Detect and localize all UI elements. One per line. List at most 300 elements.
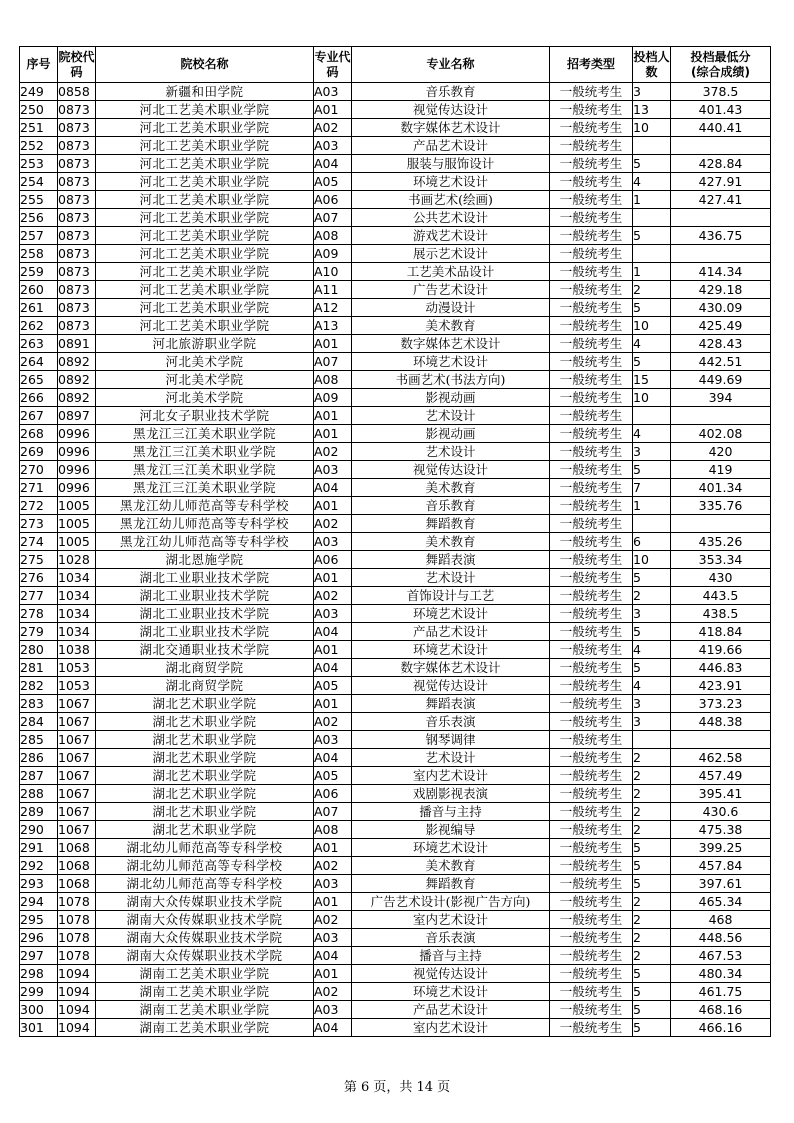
cell-score: 397.61 <box>671 875 771 893</box>
cell-major-code: A03 <box>314 137 352 155</box>
cell-school-name: 河北美术学院 <box>96 371 314 389</box>
cell-major-code: A07 <box>314 209 352 227</box>
cell-count: 2 <box>633 281 671 299</box>
cell-major-code: A01 <box>314 335 352 353</box>
cell-school-code: 1078 <box>58 929 96 947</box>
table-row <box>20 749 771 767</box>
cell-count: 4 <box>633 677 671 695</box>
cell-school-name: 湖北幼儿师范高等专科学校 <box>96 839 314 857</box>
cell-exam-type: 一般统考生 <box>550 479 633 497</box>
cell-major-name: 工艺美术品设计 <box>352 263 550 281</box>
cell-score <box>671 137 771 155</box>
cell-major-code: A08 <box>314 371 352 389</box>
table-body <box>20 83 771 1037</box>
cell-school-code: 1028 <box>58 551 96 569</box>
cell-exam-type: 一般统考生 <box>550 569 633 587</box>
cell-count: 1 <box>633 263 671 281</box>
header-major-code: 专业代码 <box>314 47 352 83</box>
cell-exam-type: 一般统考生 <box>550 587 633 605</box>
cell-score: 378.5 <box>671 83 771 101</box>
table-row <box>20 605 771 623</box>
cell-school-name: 河北工艺美术职业学院 <box>96 299 314 317</box>
cell-count: 1 <box>633 497 671 515</box>
cell-school-code: 1094 <box>58 965 96 983</box>
header-score <box>671 47 771 83</box>
cell-score: 446.83 <box>671 659 771 677</box>
cell-major-name: 环境艺术设计 <box>352 983 550 1001</box>
table-row <box>20 965 771 983</box>
cell-major-name: 影视动画 <box>352 389 550 407</box>
header-major-name: 专业名称 <box>352 47 550 83</box>
cell-exam-type: 一般统考生 <box>550 857 633 875</box>
cell-school-code: 1068 <box>58 839 96 857</box>
cell-major-code: A05 <box>314 767 352 785</box>
cell-major-code: A09 <box>314 245 352 263</box>
cell-exam-type: 一般统考生 <box>550 263 633 281</box>
cell-seq: 293 <box>20 875 58 893</box>
header-count: 投档人数 <box>633 47 671 83</box>
cell-major-name: 音乐表演 <box>352 929 550 947</box>
cell-count: 10 <box>633 317 671 335</box>
cell-count: 10 <box>633 119 671 137</box>
cell-seq: 272 <box>20 497 58 515</box>
cell-major-code: A11 <box>314 281 352 299</box>
cell-exam-type: 一般统考生 <box>550 371 633 389</box>
cell-seq: 251 <box>20 119 58 137</box>
cell-school-code: 0873 <box>58 263 96 281</box>
cell-major-code: A06 <box>314 785 352 803</box>
cell-school-code: 0873 <box>58 317 96 335</box>
cell-exam-type: 一般统考生 <box>550 965 633 983</box>
cell-score: 435.26 <box>671 533 771 551</box>
cell-exam-type: 一般统考生 <box>550 929 633 947</box>
cell-school-name: 湖南工艺美术职业学院 <box>96 1019 314 1037</box>
table-header <box>20 47 771 83</box>
cell-seq: 284 <box>20 713 58 731</box>
header-school-name: 院校名称 <box>96 47 314 83</box>
cell-school-code: 1068 <box>58 875 96 893</box>
cell-score: 449.69 <box>671 371 771 389</box>
cell-school-name: 湖北幼儿师范高等专科学校 <box>96 857 314 875</box>
cell-school-name: 黑龙江幼儿师范高等专科学校 <box>96 515 314 533</box>
cell-count: 5 <box>633 155 671 173</box>
cell-score: 466.16 <box>671 1019 771 1037</box>
cell-school-code: 0873 <box>58 209 96 227</box>
cell-count: 2 <box>633 749 671 767</box>
cell-school-code: 1005 <box>58 515 96 533</box>
cell-major-name: 舞蹈教育 <box>352 515 550 533</box>
cell-major-code: A01 <box>314 839 352 857</box>
cell-seq: 258 <box>20 245 58 263</box>
cell-exam-type: 一般统考生 <box>550 605 633 623</box>
cell-major-name: 数字媒体艺术设计 <box>352 119 550 137</box>
cell-major-name: 公共艺术设计 <box>352 209 550 227</box>
table-row <box>20 677 771 695</box>
cell-count: 2 <box>633 911 671 929</box>
cell-school-name: 河北工艺美术职业学院 <box>96 155 314 173</box>
table-row <box>20 209 771 227</box>
cell-major-name: 舞蹈表演 <box>352 551 550 569</box>
cell-major-name: 首饰设计与工艺 <box>352 587 550 605</box>
header-school-code: 院校代码 <box>58 47 96 83</box>
cell-score: 428.84 <box>671 155 771 173</box>
cell-exam-type: 一般统考生 <box>550 875 633 893</box>
cell-seq: 300 <box>20 1001 58 1019</box>
cell-count: 5 <box>633 569 671 587</box>
cell-count: 2 <box>633 785 671 803</box>
table-row <box>20 317 771 335</box>
cell-count <box>633 407 671 425</box>
cell-exam-type: 一般统考生 <box>550 803 633 821</box>
cell-school-code: 0873 <box>58 119 96 137</box>
cell-exam-type: 一般统考生 <box>550 155 633 173</box>
cell-count: 5 <box>633 983 671 1001</box>
cell-score: 419.66 <box>671 641 771 659</box>
cell-school-code: 1034 <box>58 623 96 641</box>
cell-exam-type: 一般统考生 <box>550 137 633 155</box>
table-row <box>20 245 771 263</box>
cell-school-code: 1067 <box>58 803 96 821</box>
cell-seq: 276 <box>20 569 58 587</box>
cell-major-name: 视觉传达设计 <box>352 965 550 983</box>
cell-exam-type: 一般统考生 <box>550 947 633 965</box>
cell-major-code: A03 <box>314 1001 352 1019</box>
cell-major-code: A02 <box>314 911 352 929</box>
cell-seq: 270 <box>20 461 58 479</box>
cell-score: 429.18 <box>671 281 771 299</box>
cell-school-code: 0892 <box>58 353 96 371</box>
cell-school-code: 0897 <box>58 407 96 425</box>
cell-exam-type: 一般统考生 <box>550 191 633 209</box>
cell-school-code: 0996 <box>58 443 96 461</box>
cell-seq: 262 <box>20 317 58 335</box>
cell-exam-type: 一般统考生 <box>550 209 633 227</box>
cell-school-code: 0891 <box>58 335 96 353</box>
cell-school-name: 湖南大众传媒职业技术学院 <box>96 929 314 947</box>
cell-count: 2 <box>633 893 671 911</box>
cell-school-name: 湖北艺术职业学院 <box>96 767 314 785</box>
table-row <box>20 299 771 317</box>
table-row <box>20 695 771 713</box>
cell-school-name: 黑龙江三江美术职业学院 <box>96 461 314 479</box>
cell-school-name: 湖北工业职业技术学院 <box>96 605 314 623</box>
cell-exam-type: 一般统考生 <box>550 551 633 569</box>
cell-major-name: 艺术设计 <box>352 569 550 587</box>
cell-major-code: A04 <box>314 479 352 497</box>
cell-score: 394 <box>671 389 771 407</box>
cell-school-name: 湖北恩施学院 <box>96 551 314 569</box>
cell-score: 436.75 <box>671 227 771 245</box>
cell-school-name: 河北女子职业技术学院 <box>96 407 314 425</box>
cell-seq: 301 <box>20 1019 58 1037</box>
cell-school-name: 河北工艺美术职业学院 <box>96 191 314 209</box>
cell-major-name: 游戏艺术设计 <box>352 227 550 245</box>
cell-score: 401.43 <box>671 101 771 119</box>
table-row <box>20 407 771 425</box>
table-row <box>20 875 771 893</box>
cell-seq: 266 <box>20 389 58 407</box>
cell-seq: 264 <box>20 353 58 371</box>
cell-score: 335.76 <box>671 497 771 515</box>
cell-major-code: A04 <box>314 749 352 767</box>
cell-school-name: 湖北商贸学院 <box>96 677 314 695</box>
cell-school-name: 河北工艺美术职业学院 <box>96 101 314 119</box>
cell-major-name: 舞蹈表演 <box>352 695 550 713</box>
cell-score <box>671 407 771 425</box>
cell-major-name: 音乐教育 <box>352 83 550 101</box>
cell-school-name: 新疆和田学院 <box>96 83 314 101</box>
cell-count: 3 <box>633 605 671 623</box>
cell-score: 468 <box>671 911 771 929</box>
cell-exam-type: 一般统考生 <box>550 461 633 479</box>
cell-exam-type: 一般统考生 <box>550 101 633 119</box>
cell-seq: 260 <box>20 281 58 299</box>
cell-school-code: 1094 <box>58 1019 96 1037</box>
cell-seq: 267 <box>20 407 58 425</box>
cell-count: 1 <box>633 191 671 209</box>
cell-school-name: 湖南工艺美术职业学院 <box>96 983 314 1001</box>
cell-seq: 282 <box>20 677 58 695</box>
cell-exam-type: 一般统考生 <box>550 227 633 245</box>
cell-school-name: 湖北艺术职业学院 <box>96 785 314 803</box>
cell-score: 395.41 <box>671 785 771 803</box>
table-row <box>20 803 771 821</box>
cell-major-name: 动漫设计 <box>352 299 550 317</box>
cell-school-name: 湖北交通职业技术学院 <box>96 641 314 659</box>
cell-school-name: 湖北艺术职业学院 <box>96 695 314 713</box>
table-row <box>20 335 771 353</box>
cell-count: 5 <box>633 839 671 857</box>
cell-major-name: 视觉传达设计 <box>352 461 550 479</box>
cell-major-code: A10 <box>314 263 352 281</box>
cell-major-code: A06 <box>314 191 352 209</box>
cell-seq: 291 <box>20 839 58 857</box>
cell-score: 418.84 <box>671 623 771 641</box>
cell-exam-type: 一般统考生 <box>550 677 633 695</box>
cell-major-name: 数字媒体艺术设计 <box>352 335 550 353</box>
cell-score: 425.49 <box>671 317 771 335</box>
cell-school-code: 1053 <box>58 677 96 695</box>
cell-school-code: 0873 <box>58 173 96 191</box>
table-row <box>20 713 771 731</box>
cell-score: 428.43 <box>671 335 771 353</box>
cell-major-code: A01 <box>314 695 352 713</box>
cell-school-name: 河北工艺美术职业学院 <box>96 137 314 155</box>
cell-major-name: 美术教育 <box>352 857 550 875</box>
admission-score-table <box>19 46 771 1037</box>
table-row <box>20 551 771 569</box>
cell-score: 373.23 <box>671 695 771 713</box>
cell-score: 402.08 <box>671 425 771 443</box>
cell-seq: 253 <box>20 155 58 173</box>
table-row <box>20 821 771 839</box>
cell-seq: 261 <box>20 299 58 317</box>
cell-seq: 297 <box>20 947 58 965</box>
cell-school-code: 0892 <box>58 371 96 389</box>
cell-score: 399.25 <box>671 839 771 857</box>
cell-major-code: A09 <box>314 389 352 407</box>
cell-seq: 283 <box>20 695 58 713</box>
cell-score: 438.5 <box>671 605 771 623</box>
cell-school-name: 湖南大众传媒职业技术学院 <box>96 893 314 911</box>
cell-seq: 268 <box>20 425 58 443</box>
cell-seq: 285 <box>20 731 58 749</box>
cell-major-code: A04 <box>314 623 352 641</box>
cell-school-name: 河北工艺美术职业学院 <box>96 173 314 191</box>
cell-major-name: 音乐教育 <box>352 497 550 515</box>
cell-major-name: 艺术设计 <box>352 443 550 461</box>
cell-school-code: 1067 <box>58 749 96 767</box>
cell-major-code: A01 <box>314 425 352 443</box>
cell-school-name: 河北工艺美术职业学院 <box>96 245 314 263</box>
cell-seq: 274 <box>20 533 58 551</box>
table-row <box>20 497 771 515</box>
cell-school-code: 0873 <box>58 101 96 119</box>
cell-major-code: A04 <box>314 155 352 173</box>
cell-exam-type: 一般统考生 <box>550 623 633 641</box>
table-row <box>20 191 771 209</box>
table-row <box>20 857 771 875</box>
cell-count: 5 <box>633 875 671 893</box>
table-row <box>20 533 771 551</box>
cell-exam-type: 一般统考生 <box>550 785 633 803</box>
cell-seq: 286 <box>20 749 58 767</box>
cell-major-code: A01 <box>314 101 352 119</box>
cell-school-code: 1038 <box>58 641 96 659</box>
cell-seq: 290 <box>20 821 58 839</box>
header-score-line2: (综合成绩) <box>691 64 750 79</box>
cell-exam-type: 一般统考生 <box>550 839 633 857</box>
cell-major-code: A07 <box>314 803 352 821</box>
cell-major-name: 环境艺术设计 <box>352 173 550 191</box>
cell-school-code: 0996 <box>58 461 96 479</box>
cell-major-name: 戏剧影视表演 <box>352 785 550 803</box>
table-row <box>20 443 771 461</box>
cell-score: 419 <box>671 461 771 479</box>
table-row <box>20 767 771 785</box>
table-row <box>20 227 771 245</box>
table-row <box>20 461 771 479</box>
cell-count: 6 <box>633 533 671 551</box>
cell-major-code: A02 <box>314 587 352 605</box>
cell-exam-type: 一般统考生 <box>550 425 633 443</box>
cell-school-name: 湖北工业职业技术学院 <box>96 587 314 605</box>
cell-school-name: 河北工艺美术职业学院 <box>96 209 314 227</box>
header-seq: 序号 <box>20 47 58 83</box>
cell-school-code: 1067 <box>58 695 96 713</box>
cell-exam-type: 一般统考生 <box>550 443 633 461</box>
cell-major-name: 视觉传达设计 <box>352 677 550 695</box>
cell-exam-type: 一般统考生 <box>550 731 633 749</box>
cell-count: 4 <box>633 335 671 353</box>
cell-seq: 254 <box>20 173 58 191</box>
cell-count: 2 <box>633 929 671 947</box>
cell-score: 440.41 <box>671 119 771 137</box>
cell-major-code: A01 <box>314 407 352 425</box>
cell-exam-type: 一般统考生 <box>550 1001 633 1019</box>
cell-score: 461.75 <box>671 983 771 1001</box>
cell-school-name: 湖北工业职业技术学院 <box>96 569 314 587</box>
cell-school-code: 1053 <box>58 659 96 677</box>
cell-school-name: 湖南工艺美术职业学院 <box>96 965 314 983</box>
cell-seq: 299 <box>20 983 58 1001</box>
cell-score: 465.34 <box>671 893 771 911</box>
table-row <box>20 893 771 911</box>
cell-major-name: 影视动画 <box>352 425 550 443</box>
cell-exam-type: 一般统考生 <box>550 983 633 1001</box>
cell-count: 4 <box>633 173 671 191</box>
cell-count: 2 <box>633 587 671 605</box>
cell-major-code: A02 <box>314 443 352 461</box>
cell-school-name: 湖北艺术职业学院 <box>96 713 314 731</box>
cell-count: 2 <box>633 803 671 821</box>
cell-school-name: 河北工艺美术职业学院 <box>96 227 314 245</box>
cell-school-name: 河北旅游职业学院 <box>96 335 314 353</box>
cell-school-name: 黑龙江三江美术职业学院 <box>96 479 314 497</box>
cell-score: 427.91 <box>671 173 771 191</box>
cell-school-code: 1067 <box>58 785 96 803</box>
cell-score: 430.09 <box>671 299 771 317</box>
cell-count: 5 <box>633 299 671 317</box>
cell-major-code: A03 <box>314 461 352 479</box>
cell-school-code: 0996 <box>58 425 96 443</box>
cell-exam-type: 一般统考生 <box>550 497 633 515</box>
cell-school-code: 1034 <box>58 569 96 587</box>
cell-major-code: A03 <box>314 731 352 749</box>
cell-major-code: A13 <box>314 317 352 335</box>
cell-score: 457.49 <box>671 767 771 785</box>
cell-major-name: 环境艺术设计 <box>352 839 550 857</box>
cell-major-name: 数字媒体艺术设计 <box>352 659 550 677</box>
cell-score <box>671 731 771 749</box>
cell-exam-type: 一般统考生 <box>550 83 633 101</box>
cell-count <box>633 137 671 155</box>
table-row <box>20 83 771 101</box>
cell-major-name: 室内艺术设计 <box>352 767 550 785</box>
cell-count: 5 <box>633 353 671 371</box>
table-row <box>20 587 771 605</box>
cell-score <box>671 245 771 263</box>
cell-count: 13 <box>633 101 671 119</box>
cell-school-code: 0996 <box>58 479 96 497</box>
table-row <box>20 263 771 281</box>
cell-major-code: A04 <box>314 1019 352 1037</box>
cell-major-name: 广告艺术设计 <box>352 281 550 299</box>
cell-score: 353.34 <box>671 551 771 569</box>
cell-school-name: 河北工艺美术职业学院 <box>96 263 314 281</box>
cell-seq: 252 <box>20 137 58 155</box>
cell-major-name: 环境艺术设计 <box>352 353 550 371</box>
cell-major-code: A02 <box>314 983 352 1001</box>
cell-exam-type: 一般统考生 <box>550 767 633 785</box>
cell-count: 2 <box>633 821 671 839</box>
cell-seq: 287 <box>20 767 58 785</box>
cell-seq: 256 <box>20 209 58 227</box>
table-row <box>20 389 771 407</box>
cell-school-code: 1078 <box>58 911 96 929</box>
cell-seq: 278 <box>20 605 58 623</box>
cell-score <box>671 209 771 227</box>
cell-school-code: 1005 <box>58 533 96 551</box>
cell-major-code: A03 <box>314 929 352 947</box>
cell-seq: 288 <box>20 785 58 803</box>
cell-exam-type: 一般统考生 <box>550 713 633 731</box>
cell-exam-type: 一般统考生 <box>550 317 633 335</box>
cell-exam-type: 一般统考生 <box>550 299 633 317</box>
cell-major-name: 美术教育 <box>352 479 550 497</box>
cell-school-code: 1094 <box>58 1001 96 1019</box>
cell-exam-type: 一般统考生 <box>550 335 633 353</box>
